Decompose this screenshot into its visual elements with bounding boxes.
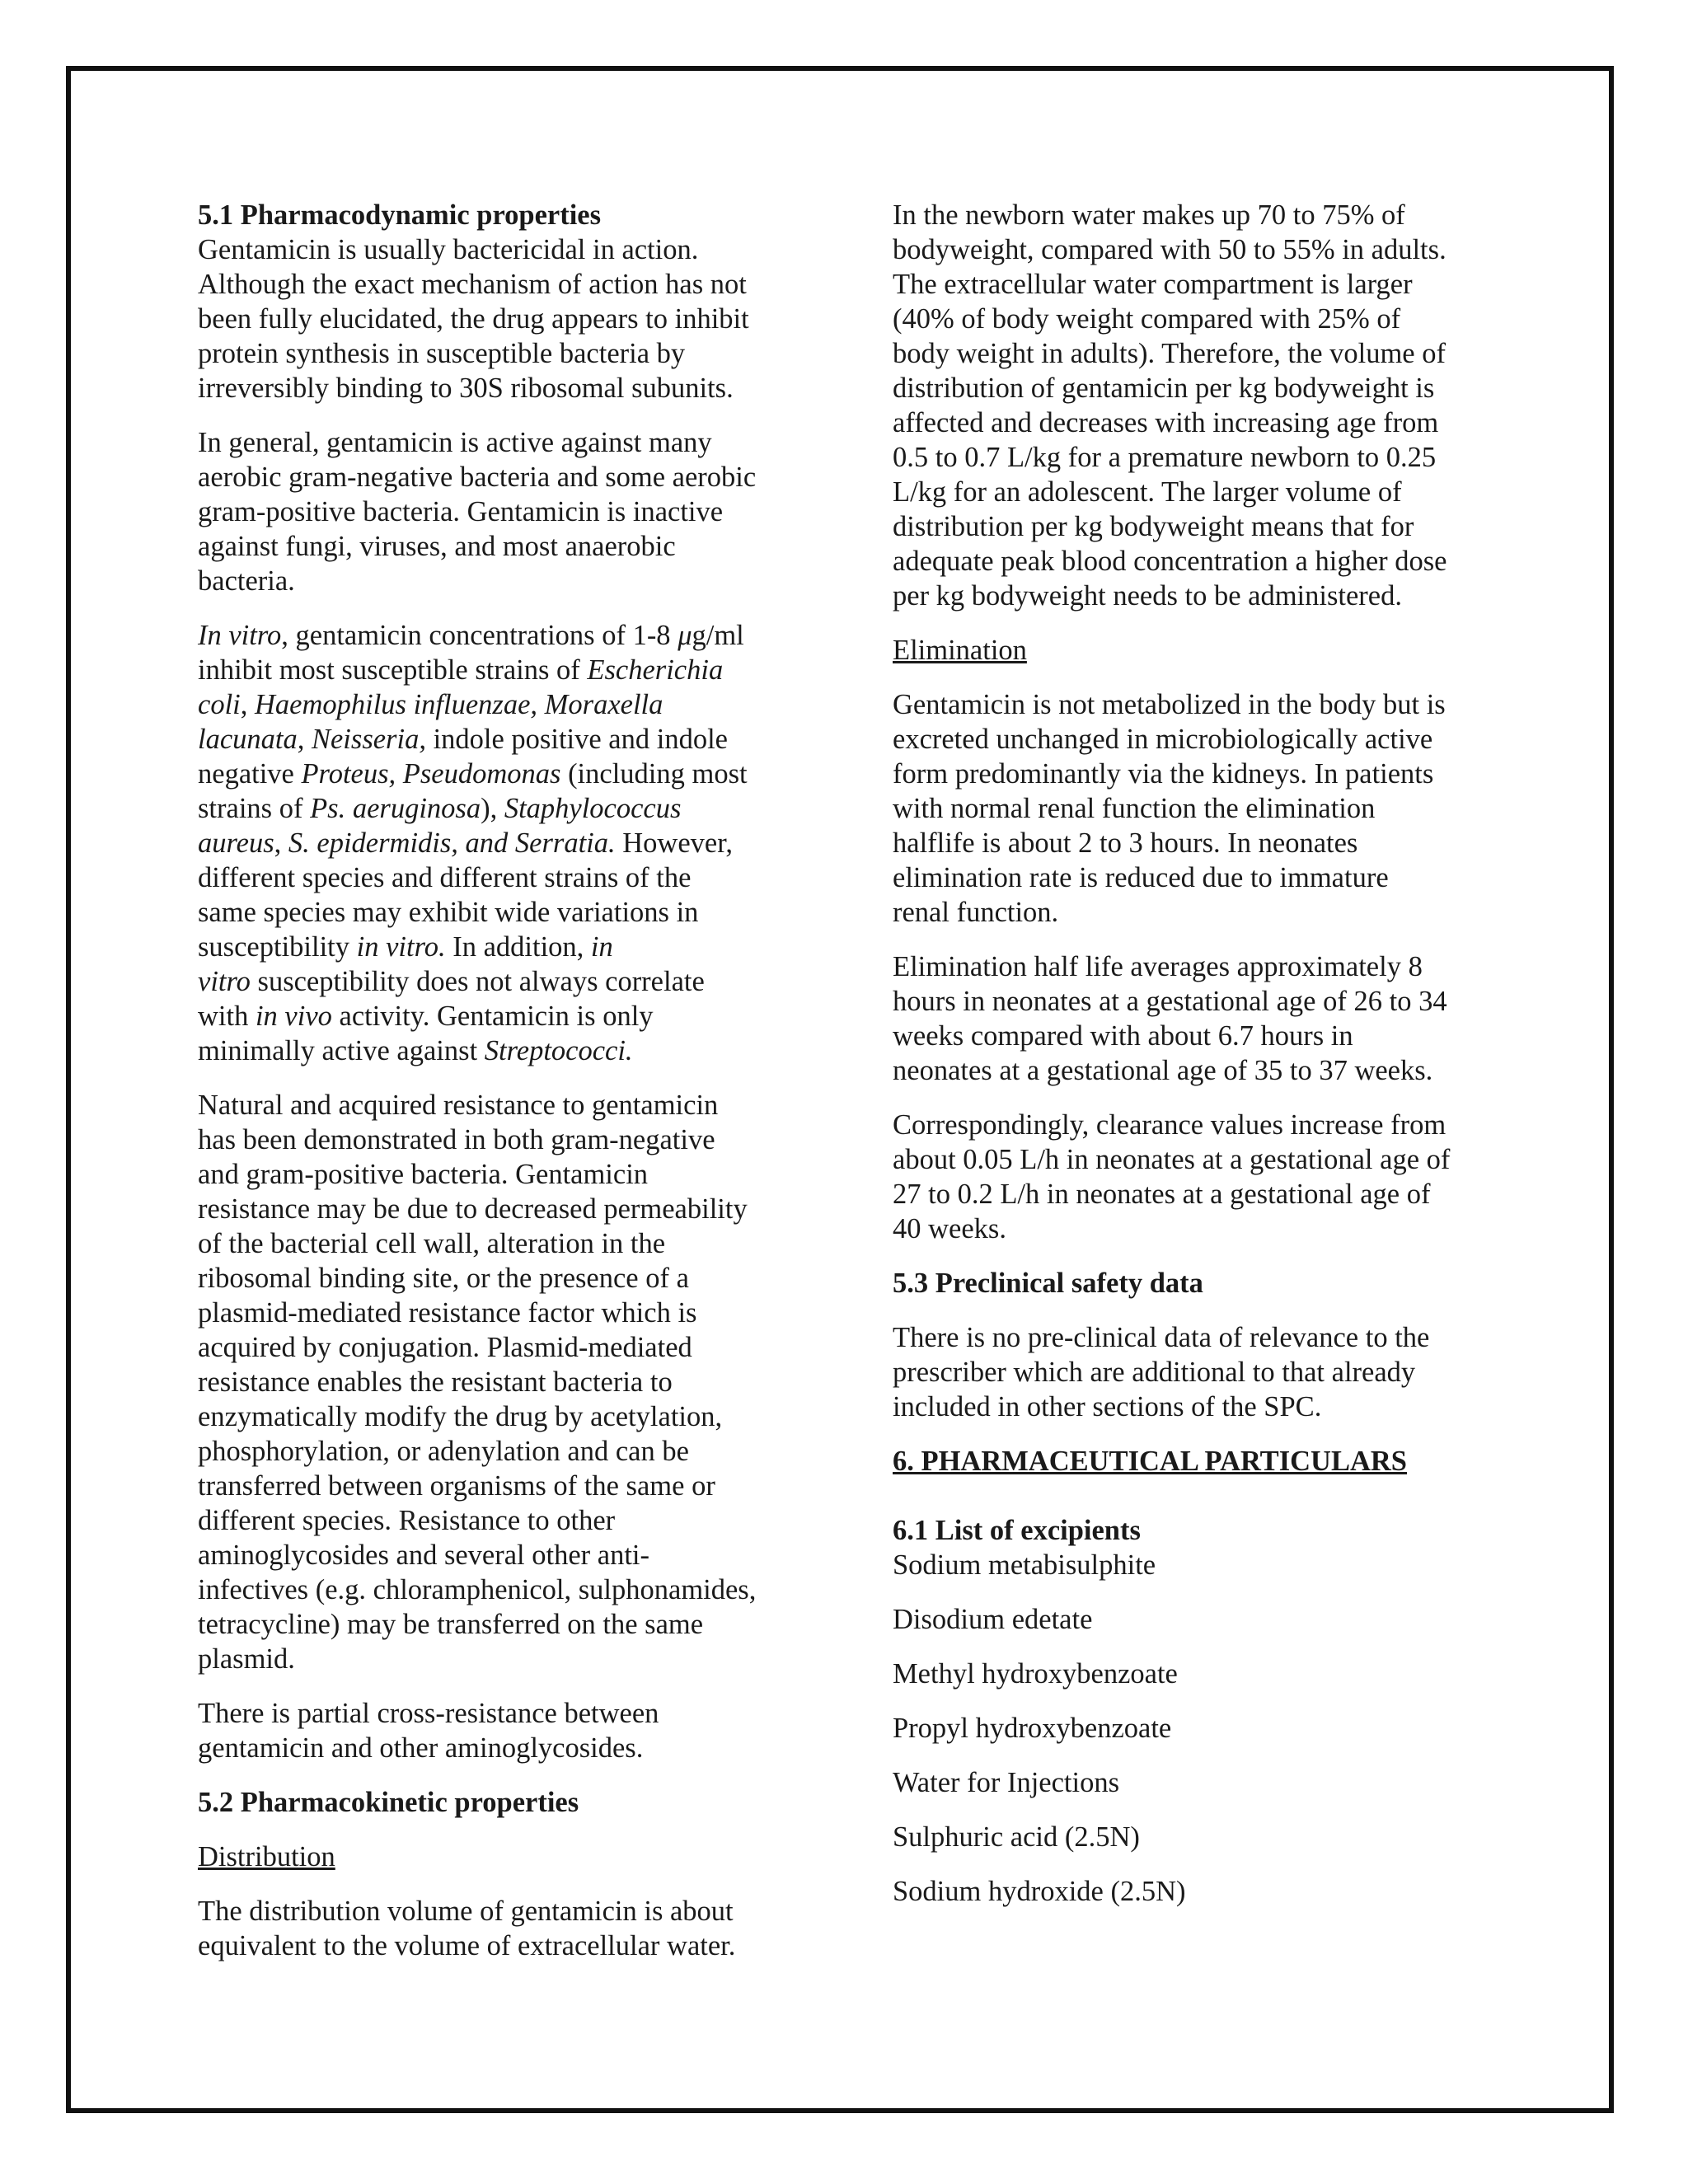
paragraph-activity-spectrum (198, 425, 804, 598)
text-line: halflife is about 2 to 3 hours. In neonates (893, 827, 1358, 859)
subheading-elimination (893, 633, 1498, 668)
text-line: with normal renal function the elimination (893, 793, 1376, 824)
italic-text: Streptococci. (484, 1035, 633, 1066)
section-heading-5-3: 5.3 Preclinical safety data (893, 1268, 1203, 1299)
text-line (198, 930, 804, 964)
text-line: aerobic gram-negative bacteria and some aerobic (198, 462, 757, 493)
text-run: negative (198, 758, 302, 790)
text-line: There is no pre-clinical data of relevance to the (893, 1322, 1430, 1353)
excipient-item: Sodium hydroxide (2.5N) (893, 1876, 1186, 1907)
text-line: Although the exact mechanism of action has not (198, 269, 747, 300)
text-line: of the bacterial cell wall, alteration in the (198, 1228, 666, 1259)
italic-text: Escherichia (587, 654, 724, 686)
text-line: gentamicin and other aminoglycosides. (198, 1732, 644, 1764)
text-line: Gentamicin is not metabolized in the body but is (893, 689, 1446, 720)
text-line: neonates at a gestational age of 35 to 37 weeks. (893, 1055, 1433, 1086)
text-line: distribution per kg bodyweight means that for (893, 511, 1414, 542)
text-line: different species and different strains of the (198, 862, 692, 893)
text-line: Gentamicin is usually bactericidal in action. (198, 234, 699, 265)
paragraph-half-life (893, 949, 1498, 1088)
section-heading-6-1: 6.1 List of excipients (893, 1515, 1141, 1546)
text-line: bacteria. (198, 565, 295, 597)
text-line: distribution of gentamicin per kg bodyweight is (893, 373, 1435, 404)
text-line: L/kg for an adolescent. The larger volume of (893, 476, 1402, 508)
text-line: included in other sections of the SPC. (893, 1391, 1322, 1422)
text-line (198, 653, 804, 687)
text-run: susceptibility (198, 931, 357, 963)
text-line: irreversibly binding to 30S ribosomal subunits. (198, 373, 734, 404)
text-line: against fungi, viruses, and most anaerobic (198, 531, 676, 562)
text-line: There is partial cross-resistance between (198, 1698, 659, 1729)
text-line: weeks compared with about 6.7 hours in (893, 1020, 1353, 1052)
italic-text: in vivo (255, 1001, 332, 1032)
italic-text: μ (678, 620, 692, 651)
text-line (198, 826, 804, 860)
paragraph-newborn-water (893, 198, 1498, 613)
text-line: bodyweight, compared with 50 to 55% in adults. (893, 234, 1447, 265)
text-run: g/ml (692, 620, 744, 651)
paragraph-resistance (198, 1088, 804, 1676)
text-line: hours in neonates at a gestational age of 26 to 34 (893, 986, 1447, 1017)
text-run: inhibit most susceptible strains of (198, 654, 588, 686)
italic-text: Ps. aeruginosa (310, 793, 481, 824)
text-line: Elimination half life averages approximately 8 (893, 951, 1423, 982)
text-line: Correspondingly, clearance values increase from (893, 1109, 1447, 1141)
text-line: form predominantly via the kidneys. In patients (893, 758, 1434, 790)
italic-text: In vitro (198, 620, 282, 651)
text-line: (40% of body weight compared with 25% of (893, 303, 1401, 335)
text-line (198, 999, 804, 1033)
text-line: protein synthesis in susceptible bacteria by (198, 338, 686, 369)
text-line: equivalent to the volume of extracellular water. (198, 1930, 736, 1961)
text-run: , (240, 689, 255, 720)
text-line: The extracellular water compartment is larger (893, 269, 1413, 300)
text-run: minimally active against (198, 1035, 485, 1066)
text-line (198, 757, 804, 791)
text-line: same species may exhibit wide variations in (198, 897, 699, 928)
excipient-item: Methyl hydroxybenzoate (893, 1658, 1178, 1690)
subheading-distribution (198, 1840, 804, 1874)
text-run: activity. Gentamicin is only (331, 1001, 654, 1032)
text-line (198, 618, 804, 653)
section-heading-5-1: 5.1 Pharmacodynamic properties (198, 199, 602, 231)
right-column (893, 198, 1498, 1929)
paragraph-metabolism (893, 687, 1498, 930)
text-line: transferred between organisms of the same or (198, 1470, 715, 1502)
text-line: plasmid-mediated resistance factor which is (198, 1297, 697, 1329)
excipient-item: Water for Injections (893, 1767, 1120, 1798)
text-line: tetracycline) may be transferred on the same (198, 1609, 704, 1640)
text-run: However, (615, 827, 733, 859)
text-line: enzymatically modify the drug by acetylation, (198, 1401, 723, 1432)
text-line: affected and decreases with increasing age from (893, 407, 1439, 438)
italic-text: aureus (198, 827, 274, 859)
text-line: been fully elucidated, the drug appears to inhibit (198, 303, 749, 335)
text-run: susceptibility does not always correlate (250, 966, 705, 997)
text-line: resistance may be due to decreased permeability (198, 1193, 748, 1225)
italic-text: lacunata, Neisseria, (198, 724, 426, 755)
text-line: acquired by conjugation. Plasmid-mediated (198, 1332, 692, 1363)
text-line: In the newborn water makes up 70 to 75% of (893, 199, 1405, 231)
text-line: adequate peak blood concentration a higher dose (893, 546, 1447, 577)
italic-text: in vitro. (356, 931, 446, 963)
text-line: resistance enables the resistant bacteria to (198, 1366, 673, 1398)
italic-text: in (590, 931, 613, 963)
text-line: prescriber which are additional to that already (893, 1357, 1416, 1388)
text-run: strains of (198, 793, 311, 824)
text-line: infectives (e.g. chloramphenicol, sulphonamides, (198, 1574, 757, 1605)
text-line (198, 1033, 804, 1068)
text-line: per kg bodyweight needs to be administered. (893, 580, 1402, 612)
text-line: has been demonstrated in both gram-negative (198, 1124, 715, 1155)
section-heading-6: 6. PHARMACEUTICAL PARTICULARS (893, 1446, 1407, 1477)
excipient-item: Disodium edetate (893, 1604, 1093, 1635)
text-line: 0.5 to 0.7 L/kg for a premature newborn to 0.25 (893, 442, 1437, 473)
text-line (198, 964, 804, 999)
paragraph-distribution (198, 1894, 804, 1963)
text-line (198, 687, 804, 722)
text-line: and gram-positive bacteria. Gentamicin (198, 1159, 649, 1190)
paragraph-bactericidal (198, 232, 804, 405)
text-line: 27 to 0.2 L/h in neonates at a gestational age of (893, 1179, 1431, 1210)
text-run: (including most (560, 758, 748, 790)
paragraph-preclinical (893, 1320, 1498, 1424)
text-run: , gentamicin concentrations of 1-8 (281, 620, 678, 651)
italic-text: Haemophilus influenzae, Moraxella (254, 689, 663, 720)
text-line: ribosomal binding site, or the presence of a (198, 1263, 689, 1294)
text-line: 40 weeks. (893, 1213, 1006, 1244)
paragraph-clearance (893, 1108, 1498, 1246)
italic-text: S. epidermidis, and Serratia. (288, 827, 616, 859)
text-line: about 0.05 L/h in neonates at a gestational age of (893, 1144, 1451, 1175)
text-line: excreted unchanged in microbiologically active (893, 724, 1433, 755)
excipient-item: Propyl hydroxybenzoate (893, 1713, 1172, 1744)
text-line: aminoglycosides and several other anti- (198, 1540, 649, 1571)
italic-text: vitro (198, 966, 251, 997)
text-line: In general, gentamicin is active against many (198, 427, 712, 458)
text-line (198, 722, 804, 757)
text-run: In addition, (445, 931, 591, 963)
text-line (198, 791, 804, 826)
excipient-item: Sulphuric acid (2.5N) (893, 1821, 1140, 1853)
text-line: The distribution volume of gentamicin is about (198, 1896, 734, 1927)
text-line: gram-positive bacteria. Gentamicin is inactive (198, 496, 724, 527)
text-line: elimination rate is reduced due to immature (893, 862, 1389, 893)
left-column (198, 198, 804, 1983)
text-line: different species. Resistance to other (198, 1505, 616, 1536)
text-line: renal function. (893, 897, 1059, 928)
subheading-text: Distribution (198, 1841, 335, 1872)
text-run: ), (481, 793, 504, 824)
text-run: with (198, 1001, 256, 1032)
text-line: plasmid. (198, 1643, 295, 1675)
text-run: indole positive and indole (425, 724, 728, 755)
paragraph-in-vitro (198, 618, 804, 1068)
text-run: , (274, 827, 288, 859)
subheading-text: Elimination (893, 635, 1027, 666)
italic-text: Staphylococcus (504, 793, 682, 824)
text-line: phosphorylation, or adenylation and can be (198, 1436, 689, 1467)
text-line: Natural and acquired resistance to gentamicin (198, 1090, 719, 1121)
italic-text: coli (198, 689, 241, 720)
text-line: body weight in adults). Therefore, the volume of (893, 338, 1446, 369)
italic-text: Proteus, Pseudomonas (301, 758, 561, 790)
section-heading-5-2: 5.2 Pharmacokinetic properties (198, 1787, 579, 1818)
excipient-item: Sodium metabisulphite (893, 1549, 1156, 1581)
paragraph-cross-resistance (198, 1696, 804, 1765)
